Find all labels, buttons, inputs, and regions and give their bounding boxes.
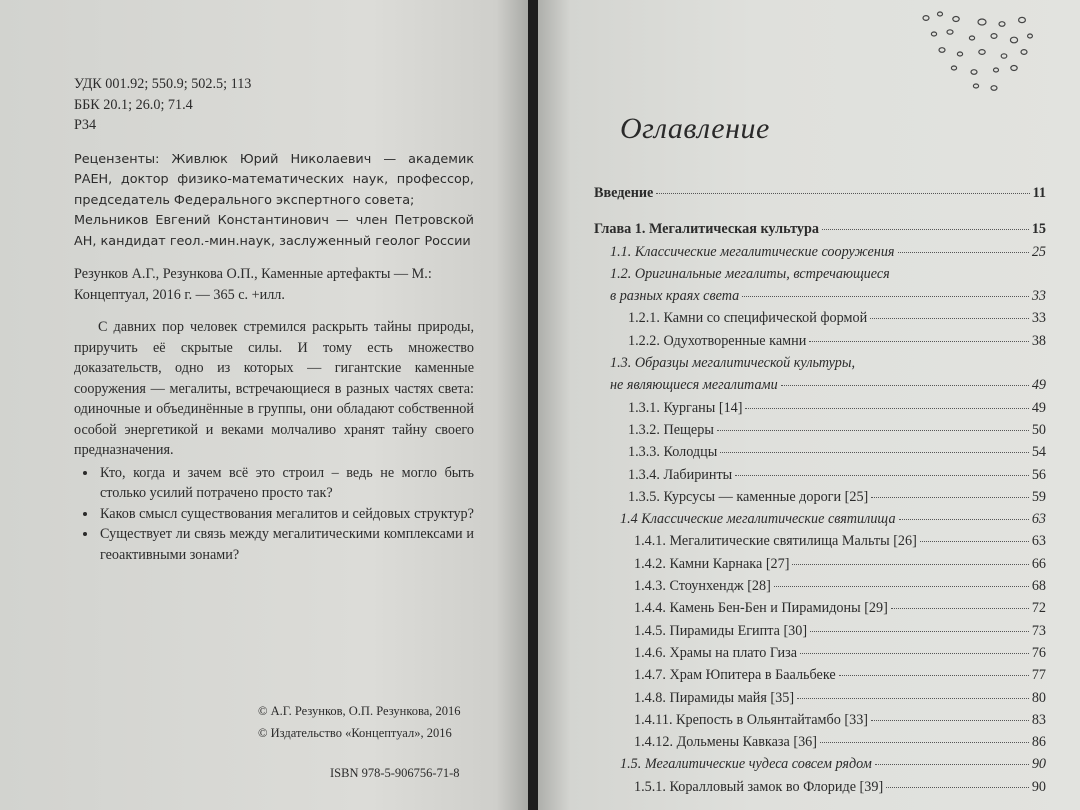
- toc-entry-title: в разных краях света: [610, 288, 740, 305]
- toc-entry: [594, 352, 1046, 374]
- toc-entry-page: 25: [1031, 243, 1046, 260]
- toc-entry-title: 1.4.8. Пирамиды майя [35]: [634, 689, 795, 706]
- leader-dots: [875, 763, 1029, 765]
- question-item: • Каков смысл существования мегалитов и сейдовых структур?: [98, 504, 474, 525]
- toc-entry: [594, 709, 1046, 731]
- leader-dots: [720, 451, 1029, 453]
- toc-title: Оглавление: [620, 112, 770, 145]
- toc-entry-page: 38: [1031, 332, 1046, 349]
- bibliographic-text: Резунков А.Г., Резункова О.П., Каменные артефакты — М.: Концептуал, 2016 г. — 365 с. +илл.: [74, 266, 432, 303]
- toc-entry-page: 73: [1031, 622, 1046, 639]
- toc-entry-page: 33: [1031, 288, 1046, 305]
- abstract: [74, 317, 474, 565]
- toc-entry-page: 80: [1031, 689, 1046, 706]
- leader-dots: [839, 674, 1029, 676]
- toc-entry-page: 77: [1031, 667, 1046, 684]
- toc-entry: [594, 620, 1046, 642]
- toc-entry-page: 56: [1031, 466, 1046, 483]
- toc-entry: [594, 307, 1046, 329]
- spacer: [594, 204, 1046, 218]
- toc-entry: [594, 285, 1046, 307]
- copyright-authors: © А.Г. Резунков, О.П. Резункова, 2016: [258, 704, 461, 718]
- toc-entry-title: 1.3.1. Курганы [14]: [628, 399, 743, 416]
- toc-entry-title: 1.1. Классические мегалитические сооружения: [610, 243, 895, 260]
- toc-entry-title: Глава 1. Мегалитическая культура: [594, 221, 819, 238]
- toc-entry-title: 1.5.1. Коралловый замок во Флориде [39]: [634, 778, 884, 795]
- leader-dots: [742, 295, 1029, 297]
- toc-entry-page: 76: [1031, 644, 1046, 661]
- bibliographic-record: [74, 264, 474, 305]
- leader-dots: [886, 786, 1029, 788]
- toc-entry-page: 50: [1031, 421, 1046, 438]
- toc-entry-page: 49: [1031, 377, 1046, 394]
- toc-entry-title: 1.2.2. Одухотворенные камни: [628, 332, 807, 349]
- leader-dots: [871, 496, 1029, 498]
- abstract-text: С давних пор человек стремился раскрыть тайны природы, приручить её скрытые силы. И тому есть множество доказательств, одно из которых — гигантские каменные сооружения — мегалиты, встречающиеся в разных частях света: одиночные и объединённые в группы, они обладают собственной особой энергетикой и веками молчаливо хранят тайну своего предназначения.: [74, 319, 474, 458]
- toc-entry: [594, 330, 1046, 352]
- toc-entry: [594, 731, 1046, 753]
- leader-dots: [898, 251, 1029, 253]
- bbk-code: ББК 20.1; 26.0; 71.4: [74, 96, 193, 113]
- toc-entry-title: 1.4.7. Храм Юпитера в Баальбеке: [634, 667, 836, 684]
- table-of-contents: [594, 182, 1046, 798]
- leader-dots: [809, 340, 1029, 342]
- leader-dots: [745, 407, 1028, 409]
- toc-entry-title: Введение: [594, 185, 654, 201]
- toc-entry-title: 1.5. Мегалитические чудеса совсем рядом: [620, 756, 872, 773]
- toc-entry-title: 1.4.6. Храмы на плато Гиза: [634, 644, 798, 661]
- toc-entry-page: 72: [1031, 600, 1046, 617]
- question-item: • Кто, когда и зачем всё это строил – ведь не могло быть столько усилий потрачено просто так?: [98, 463, 474, 504]
- toc-entry: [594, 553, 1046, 575]
- toc-entry-page: 63: [1031, 533, 1046, 550]
- isbn: ISBN 978-5-906756-71-8: [330, 766, 460, 780]
- toc-entry: [594, 374, 1046, 396]
- toc-entry: [594, 508, 1046, 530]
- toc-entry-page: 59: [1031, 488, 1046, 505]
- toc-entry-title: 1.2.1. Камни со специфической формой: [628, 310, 868, 327]
- leader-dots: [820, 741, 1029, 743]
- toc-entry-title: 1.4.11. Крепость в Ольянтайтамбо [33]: [634, 711, 869, 728]
- reviewers: [74, 150, 474, 253]
- toc-entry-page: 15: [1031, 221, 1046, 238]
- leader-dots: [810, 630, 1029, 632]
- question-list: [74, 463, 474, 566]
- toc-entry: [594, 486, 1046, 508]
- toc-entry-title: 1.3. Образцы мегалитической культуры,: [610, 355, 856, 372]
- toc-entry: [594, 664, 1046, 686]
- leader-dots: [899, 518, 1029, 520]
- toc-entry-title: 1.4.5. Пирамиды Египта [30]: [634, 622, 808, 639]
- classification-codes: [74, 74, 474, 136]
- toc-entry-title: 1.4.4. Камень Бен-Бен и Пирамидоны [29]: [634, 600, 888, 617]
- leader-dots: [717, 429, 1029, 431]
- toc-entry: [594, 776, 1046, 798]
- leader-dots: [781, 384, 1029, 386]
- toc-entry: [594, 397, 1046, 419]
- leader-dots: [920, 540, 1029, 542]
- stones-ornament-icon: [916, 6, 1046, 96]
- toc-entry-page: 90: [1031, 756, 1046, 773]
- reviewer-2: Мельников Евгений Константинович — член Петровской АН, кандидат геол.-мин.наук, заслуженный геолог России: [74, 213, 474, 249]
- leader-dots: [870, 317, 1029, 319]
- toc-entry-title: 1.3.2. Пещеры: [628, 421, 714, 438]
- toc-entry: [594, 530, 1046, 552]
- toc-entry-title: 1.4.12. Дольмены Кавказа [36]: [634, 734, 817, 751]
- leader-dots: [792, 563, 1028, 565]
- toc-entry-title: 1.3.5. Курсусы — каменные дороги [25]: [628, 488, 869, 505]
- toc-entry: [594, 642, 1046, 664]
- copyright-block: [258, 700, 461, 744]
- toc-entry-title: 1.4.1. Мегалитические святилища Мальты [26]: [634, 533, 917, 550]
- toc-entry: [594, 419, 1046, 441]
- toc-entry-page: 66: [1031, 555, 1046, 572]
- imprint-block: [74, 74, 474, 565]
- toc-entry-page: 54: [1031, 444, 1046, 461]
- toc-entry-title: 1.2. Оригинальные мегалиты, встречающиеся: [610, 265, 890, 282]
- question-item: • Существует ли связь между мегалитическими комплексами и геоактивными зонами?: [98, 524, 474, 565]
- toc-entry-title: 1.3.4. Лабиринты: [628, 466, 733, 483]
- leader-dots: [735, 474, 1029, 476]
- toc-entry-page: 11: [1032, 185, 1046, 201]
- toc-entry-page: 86: [1031, 734, 1046, 751]
- leader-dots: [800, 652, 1029, 654]
- leader-dots: [871, 719, 1029, 721]
- toc-entry-title: не являющиеся мегалитами: [610, 377, 778, 394]
- copyright-publisher: © Издательство «Концептуал», 2016: [258, 726, 452, 740]
- toc-entry-page: 68: [1031, 578, 1046, 595]
- leader-dots: [774, 585, 1029, 587]
- toc-entry: [594, 597, 1046, 619]
- toc-entry-title: 1.3.3. Колодцы: [628, 444, 718, 461]
- leader-dots: [797, 697, 1029, 699]
- toc-entry: [594, 263, 1046, 285]
- leader-dots: [656, 192, 1029, 194]
- toc-entry: [594, 687, 1046, 709]
- left-page: [0, 0, 528, 810]
- toc-entry: [594, 464, 1046, 486]
- toc-entry-title: 1.4.3. Стоунхендж [28]: [634, 578, 771, 595]
- toc-entry-page: 90: [1031, 778, 1046, 795]
- toc-entry: [594, 218, 1046, 240]
- toc-entry-title: 1.4 Классические мегалитические святилища: [620, 511, 896, 528]
- author-mark: Р34: [74, 117, 97, 133]
- toc-entry: [594, 441, 1046, 463]
- toc-entry-title: 1.4.2. Камни Карнака [27]: [634, 555, 790, 572]
- toc-entry-page: 49: [1031, 399, 1046, 416]
- toc-entry-page: 83: [1031, 711, 1046, 728]
- toc-entry: [594, 241, 1046, 263]
- toc-entry-page: 63: [1031, 511, 1046, 528]
- toc-entry: [594, 753, 1046, 775]
- toc-entry-page: 33: [1031, 310, 1046, 327]
- toc-entry: [594, 575, 1046, 597]
- leader-dots: [822, 228, 1029, 230]
- leader-dots: [891, 607, 1029, 609]
- toc-entry: [594, 182, 1046, 204]
- reviewer-1: Рецензенты: Живлюк Юрий Николаевич — академик РАЕН, доктор физико-математических наук, профессор, председатель Федерального экспертного совета;: [74, 151, 474, 208]
- udc-code: УДК 001.92; 550.9; 502.5; 113: [74, 76, 252, 92]
